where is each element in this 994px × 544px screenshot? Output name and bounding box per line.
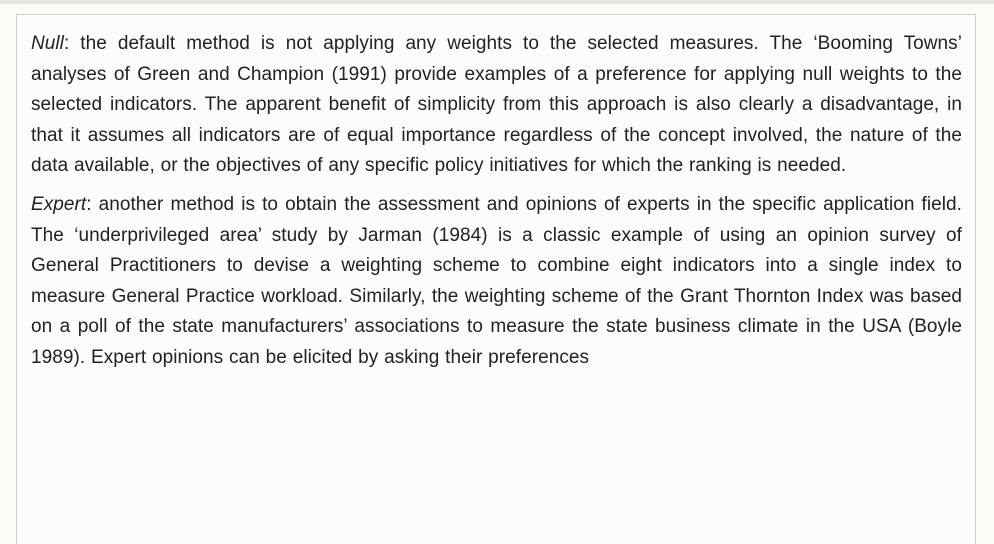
term-null: Null bbox=[31, 33, 64, 54]
paragraph-expert bbox=[31, 190, 962, 374]
term-expert: Expert bbox=[31, 193, 87, 215]
paragraph-expert-text: : another method is to obtain the assessment and opinions of experts in the specific application field. The ‘underprivileged area’ study by Jarman (1984) is a classic example of using an opinion survey of General Practitioners to devise a weighting scheme to combine eight indicators into a single index to measure General Practice workload. Similarly, the weighting scheme of the Grant Thornton Index was based on a poll of the state manufacturers’ associations to measure the state business climate in the USA (Boyle 1989). Expert opinions can be elicited by asking their preferences bbox=[31, 193, 962, 368]
page-top-rule bbox=[0, 0, 994, 4]
text-box bbox=[16, 14, 976, 544]
paragraph-null-text: : the default method is not applying any weights to the selected measures. The ‘Booming Towns’ analyses of Green and Champion (1991) provide examples of a preference for applying null weights to the selected indicators. The apparent benefit of simplicity from this approach is also clearly a disadvantage, in that it assumes all indicators are of equal importance regardless of the concept involved, the nature of the data available, or the objectives of any specific policy initiatives for which the ranking is needed. bbox=[31, 33, 962, 177]
paragraph-null bbox=[31, 29, 962, 182]
